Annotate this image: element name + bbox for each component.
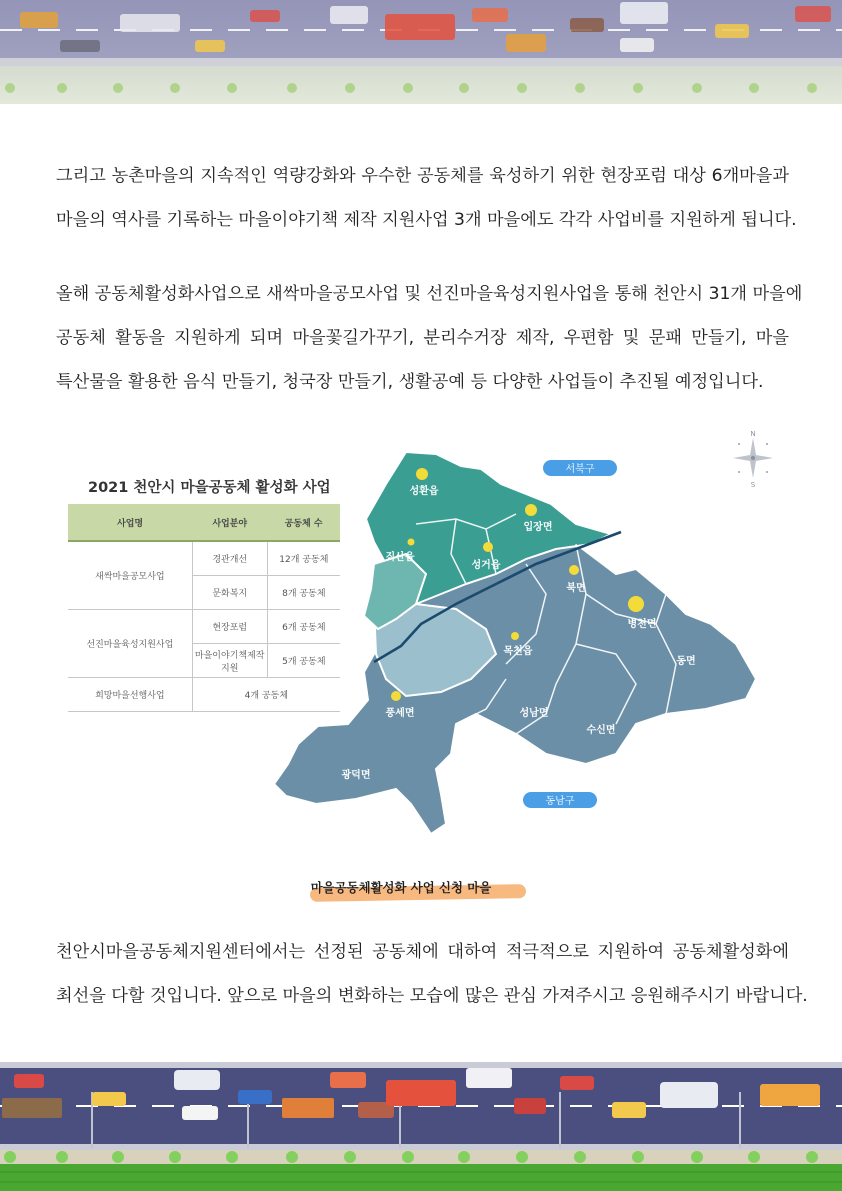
bottom-road-banner — [0, 1062, 842, 1191]
closing-paragraph — [56, 940, 808, 1028]
map-label-ipjang: 입장면 — [523, 522, 553, 533]
map-dot-buk — [569, 565, 579, 575]
map-dot-ipjang — [525, 504, 537, 516]
compass-south: S — [750, 481, 756, 489]
map-label-jiksan: 직산읍 — [385, 552, 415, 563]
field-cell: 현장포럼 — [192, 610, 267, 644]
count-cell: 6개 공동체 — [267, 610, 340, 644]
top-road-illustration — [0, 0, 842, 104]
count-cell: 12개 공동체 — [267, 541, 340, 576]
map-label-mokcheon: 목천읍 — [503, 646, 533, 657]
table-header: 사업분야 — [192, 504, 267, 541]
intro-paragraph — [56, 164, 797, 252]
map-label-pungse: 풍세면 — [385, 708, 415, 719]
map-dot-byeongcheon — [628, 596, 644, 612]
project-name-cell: 선진마을육성지원사업 — [68, 610, 192, 678]
table-header: 공동체 수 — [267, 504, 340, 541]
project-summary-table — [68, 504, 340, 712]
table-row — [68, 610, 340, 644]
count-cell: 8개 공동체 — [267, 576, 340, 610]
map-dot-pungse — [391, 691, 401, 701]
paragraph-line: 천안시마을공동체지원센터에서는 선정된 공동체에 대하여 적극적으로 지원하여 공동체활성화에 — [56, 942, 789, 962]
field-cell: 문화복지 — [192, 576, 267, 610]
paragraph-line: 공동체 활동을 지원하게 되며 마을꽃길가꾸기, 분리수거장 제작, 우편함 및 문패 만들기, 마을 — [56, 328, 789, 348]
map-dot-jiksan — [408, 539, 415, 546]
caption-text: 마을공동체활성화 사업 신청 마을 — [310, 880, 492, 895]
map-region-southeast — [274, 544, 756, 834]
count-cell: 5개 공동체 — [267, 644, 340, 678]
table-header: 사업명 — [68, 504, 192, 541]
community-project-infographic — [56, 424, 796, 844]
map-label-gwangdeok: 광덕면 — [341, 770, 371, 781]
paragraph-line: 그리고 농촌마을의 지속적인 역량강화와 우수한 공동체를 육성하기 위한 현장포럼 대상 6개마을과 — [56, 166, 789, 186]
field-cell: 경관개선 — [192, 541, 267, 576]
table-row — [68, 541, 340, 576]
district-label-northwest: 서북구 — [565, 464, 595, 475]
district-label-southeast: 동남구 — [545, 796, 575, 807]
paragraph-line: 올해 공동체활성화사업으로 새싹마을공모사업 및 선진마을육성지원사업을 통해 천안시 31개 마을에 — [56, 284, 803, 304]
paragraph-line: 특산물을 활용한 음식 만들기, 청국장 만들기, 생활공예 등 다양한 사업들이 추진될 예정입니다. — [56, 372, 764, 392]
map-label-buk: 북면 — [566, 583, 586, 594]
map-label-susin: 수신면 — [586, 725, 616, 736]
project-name-cell: 새싹마을공모사업 — [68, 541, 192, 610]
paragraph-line: 마을의 역사를 기록하는 마을이야기책 제작 지원사업 3개 마을에도 각각 사업비를 지원하게 됩니다. — [56, 210, 797, 230]
map-label-seongnam: 성남면 — [519, 708, 549, 719]
map-label-seonggeo: 성거읍 — [471, 560, 501, 571]
map-caption — [272, 878, 530, 898]
bottom-road-illustration — [0, 1062, 842, 1191]
map-dot-seonggeo — [483, 542, 493, 552]
compass-north: N — [750, 430, 756, 438]
map-dot-mokcheon — [511, 632, 519, 640]
count-cell: 4개 공동체 — [192, 678, 340, 712]
top-road-banner — [0, 0, 842, 104]
project-name-cell: 희망마을선행사업 — [68, 678, 192, 712]
map-label-byeongcheon: 병천면 — [627, 619, 657, 630]
map-dot-seonghwan — [416, 468, 428, 480]
compass-icon — [733, 430, 773, 489]
paragraph-line: 최선을 다할 것입니다. 앞으로 마을의 변화하는 모습에 많은 관심 가져주시고 응원해주시기 바랍니다. — [56, 986, 808, 1006]
map-label-dong: 동면 — [676, 656, 696, 667]
map-label-seonghwan: 성환읍 — [409, 486, 439, 497]
infographic-title: 2021 천안시 마을공동체 활성화 사업 — [88, 480, 331, 496]
activities-paragraph — [56, 282, 803, 414]
field-cell: 마을이야기책제작지원 — [192, 644, 267, 678]
table-row — [68, 678, 340, 712]
